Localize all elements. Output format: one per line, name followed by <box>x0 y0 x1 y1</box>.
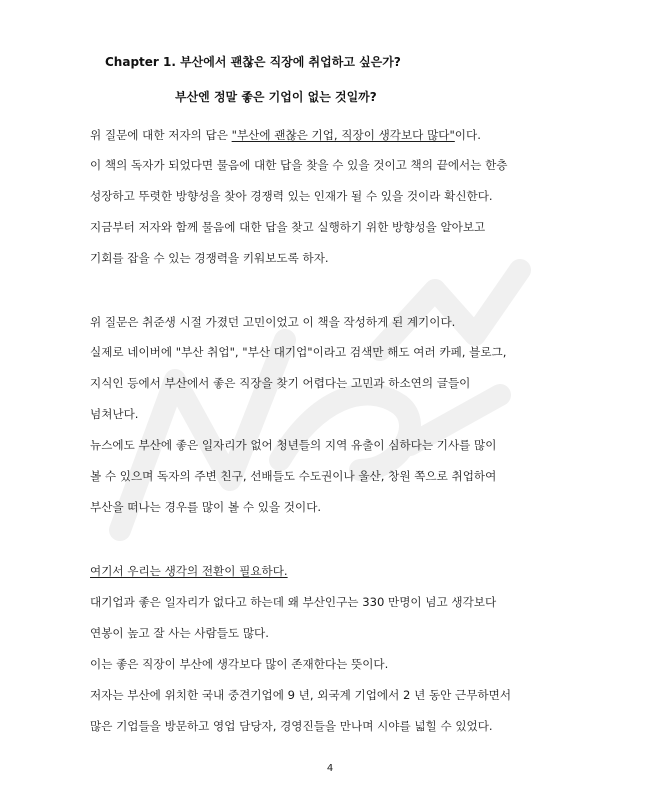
paragraph-line: 뉴스에도 부산에 좋은 일자리가 없어 청년들의 지역 유출이 심하다는 기사를 많이 <box>90 438 497 452</box>
paragraph-line: 이 책의 독자가 되었다면 물음에 대한 답을 찾을 수 있을 것이고 책의 끝에서는 한층 <box>90 158 508 172</box>
chapter-question: 부산엔 정말 좋은 기업이 없는 것일까? <box>175 90 377 104</box>
paragraph-line: 성장하고 뚜렷한 방향성을 찾아 경쟁력 있는 인재가 될 수 있을 것이라 확신한다. <box>90 189 493 203</box>
watermark-stroke-3 <box>380 270 520 350</box>
page-number: 4 <box>326 763 334 774</box>
answer-intro: 위 질문에 대한 저자의 답은 <box>90 128 232 142</box>
paragraph-line: 실제로 네이버에 "부산 취업", "부산 대기업"이라고 검색만 해도 여러 카페, 블로그, <box>90 345 507 359</box>
watermark-graphic <box>80 230 560 570</box>
answer-suffix: 이다. <box>454 128 481 142</box>
paragraph-line: 지식인 등에서 부산에서 좋은 직장을 찾기 어렵다는 고민과 하소연의 글들이 <box>90 376 471 390</box>
section-emphasis: 여기서 우리는 생각의 전환이 필요하다. <box>90 564 288 578</box>
paragraph-line: 많은 기업들을 방문하고 영업 담당자, 경영진들을 만나며 시야를 넓힐 수 있었다. <box>90 719 493 733</box>
paragraph-line: 이는 좋은 직장이 부산에 생각보다 많이 존재한다는 뜻이다. <box>90 657 389 671</box>
author-answer: "부산에 괜찮은 기업, 직장이 생각보다 많다" <box>231 128 455 142</box>
paragraph-line: 기회를 잡을 수 있는 경쟁력을 키워보도록 하자. <box>90 251 329 265</box>
chapter-title: Chapter 1. 부산에서 괜찮은 직장에 취업하고 싶은가? <box>105 55 401 69</box>
paragraph-line: 지금부터 저자와 함께 물음에 대한 답을 찾고 실행하기 위한 방향성을 알아보고 <box>90 220 486 234</box>
paragraph-line: 넘쳐난다. <box>90 407 139 421</box>
paragraph-line <box>90 127 481 143</box>
paragraph-line: 연봉이 높고 잘 사는 사람들도 많다. <box>90 626 269 640</box>
paragraph-line: 부산을 떠나는 경우를 많이 볼 수 있을 것이다. <box>90 500 322 514</box>
watermark-stroke-2 <box>280 394 410 470</box>
paragraph-line: 볼 수 있으며 독자의 주변 친구, 선배들도 수도권이나 울산, 창원 쪽으로 취업하여 <box>90 469 497 483</box>
paragraph-line: 저자는 부산에 위치한 국내 중견기업에 9 년, 외국계 기업에서 2 년 동안 근무하면서 <box>90 688 512 702</box>
paragraph-line: 위 질문은 취준생 시절 가졌던 고민이었고 이 책을 작성하게 된 계기이다. <box>90 315 456 329</box>
paragraph-line: 대기업과 좋은 일자리가 없다고 하는데 왜 부산인구는 330 만명이 넘고 생각보다 <box>90 595 497 609</box>
